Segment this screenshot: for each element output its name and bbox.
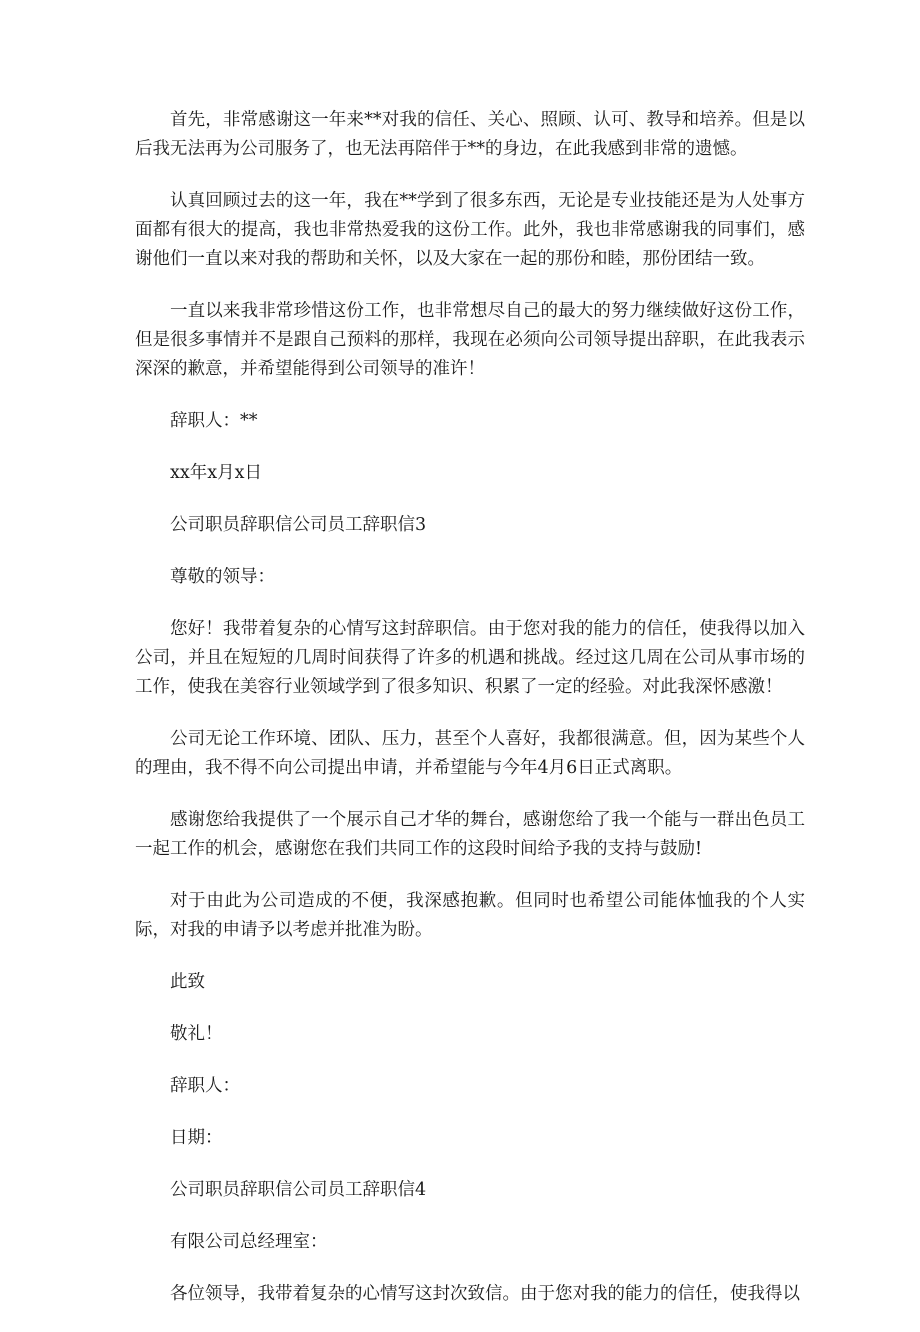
document-body bbox=[135, 106, 805, 1332]
paragraph-satisfaction: 公司无论工作环境、团队、压力，甚至个人喜好，我都很满意。但，因为某些个人的理由，我不得不向公司提出申请，并希望能与今年4月6日正式离职。 bbox=[135, 729, 805, 778]
paragraph-intro-4: 各位领导，我带着复杂的心情写这封次致信。由于您对我的能力的信任，使我得以 bbox=[170, 1284, 800, 1304]
salutation: 尊敬的领导： bbox=[170, 567, 275, 587]
paragraph-greeting: 您好！我带着复杂的心情写这封辞职信。由于您对我的能力的信任，使我得以加入公司，并且在短短的几周时间获得了许多的机遇和挑战。经过这几周在公司从事市场的工作，使我在美容行业领域学到了很多知识、积累了一定的经验。对此我深怀感激！ bbox=[135, 619, 805, 697]
paragraph-cherish: 一直以来我非常珍惜这份工作，也非常想尽自己的最大的努力继续做好这份工作，但是很多事情并不是跟自己预料的那样，我现在必须向公司领导提出辞职，在此我表示深深的歉意，并希望能得到公司领导的准许！ bbox=[135, 301, 805, 379]
signature-resigner: 辞职人：** bbox=[170, 411, 258, 431]
paragraph-apology: 对于由此为公司造成的不便，我深感抱歉。但同时也希望公司能体恤我的个人实际，对我的申请予以考虑并批准为盼。 bbox=[135, 891, 805, 940]
paragraph-review: 认真回顾过去的这一年，我在**学到了很多东西，无论是专业技能还是为人处事方面都有很大的提高，我也非常热爱我的这份工作。此外，我也非常感谢我的同事们，感谢他们一直以来对我的帮助和关怀，以及大家在一起的那份和睦，那份团结一致。 bbox=[135, 191, 805, 269]
recipient: 有限公司总经理室： bbox=[170, 1232, 328, 1252]
section-title-3: 公司职员辞职信公司员工辞职信3 bbox=[170, 515, 427, 535]
section-title-4: 公司职员辞职信公司员工辞职信4 bbox=[170, 1180, 427, 1200]
paragraph-gratitude: 感谢您给我提供了一个展示自己才华的舞台，感谢您给了我一个能与一群出色员工一起工作的机会，感谢您在我们共同工作的这段时间给予我的支持与鼓励! bbox=[135, 810, 805, 859]
signature-date: xx年x月x日 bbox=[170, 463, 262, 483]
closing-cizhi: 此致 bbox=[170, 972, 205, 992]
signature-resigner-blank: 辞职人： bbox=[170, 1076, 240, 1096]
paragraph-thanks: 首先，非常感谢这一年来**对我的信任、关心、照顾、认可、教导和培养。但是以后我无法再为公司服务了，也无法再陪伴于**的身边，在此我感到非常的遗憾。 bbox=[135, 110, 805, 159]
signature-date-blank: 日期： bbox=[170, 1128, 223, 1148]
closing-jingli: 敬礼！ bbox=[170, 1024, 223, 1044]
